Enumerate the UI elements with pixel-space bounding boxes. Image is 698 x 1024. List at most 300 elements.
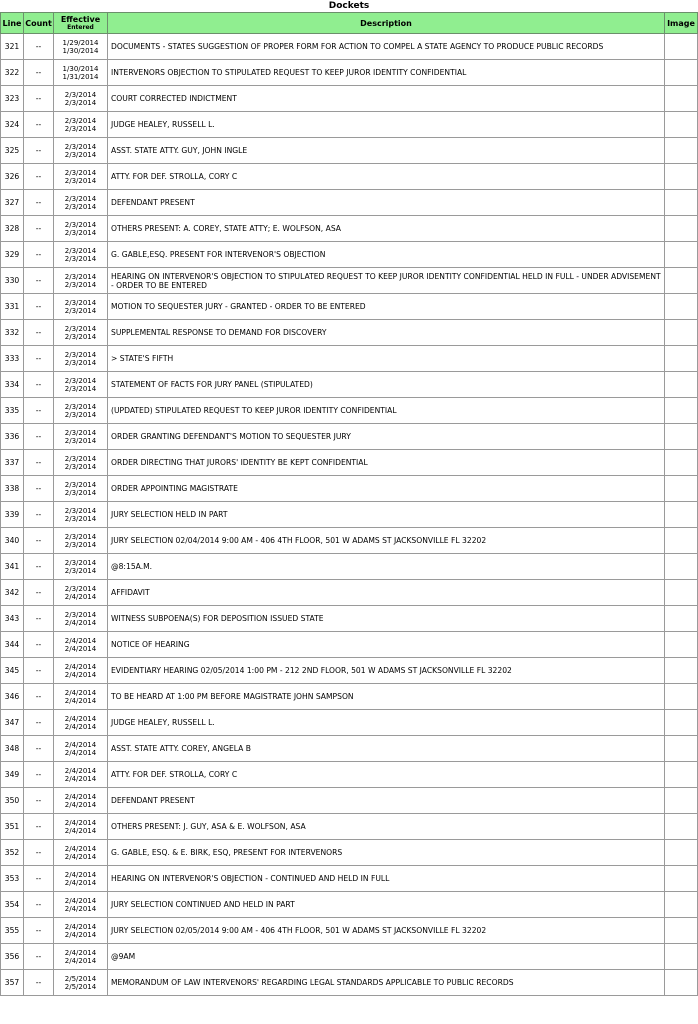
dates-cell	[54, 164, 108, 190]
entered-date: 2/3/2014	[64, 514, 97, 523]
table-row	[1, 684, 698, 710]
description-cell: HEARING ON INTERVENOR'S OBJECTION TO STIPULATED REQUEST TO KEEP JUROR IDENTITY CONFIDENTIAL HELD IN FULL - UNDER ADVISEMENT - ORDER TO BE ENTERED	[108, 268, 665, 294]
entered-date: 2/4/2014	[64, 722, 97, 731]
count-cell: --	[24, 710, 54, 736]
effective-date: 2/4/2014	[64, 714, 97, 723]
effective-date: 2/3/2014	[64, 116, 97, 125]
header-description: Description	[108, 13, 665, 34]
dates-cell	[54, 814, 108, 840]
description-cell: > STATE'S FIFTH	[108, 346, 665, 372]
effective-date: 2/4/2014	[64, 792, 97, 801]
header-line: Line	[1, 13, 24, 34]
dates-cell	[54, 476, 108, 502]
dates-cell	[54, 424, 108, 450]
table-row	[1, 60, 698, 86]
effective-date: 2/3/2014	[64, 194, 97, 203]
line-number: 334	[1, 372, 24, 398]
line-number: 337	[1, 450, 24, 476]
count-cell: --	[24, 346, 54, 372]
line-number: 341	[1, 554, 24, 580]
effective-date: 2/3/2014	[64, 246, 97, 255]
table-row	[1, 528, 698, 554]
line-number: 352	[1, 840, 24, 866]
effective-date: 2/4/2014	[64, 948, 97, 957]
dates-cell	[54, 372, 108, 398]
table-row	[1, 632, 698, 658]
description-cell: EVIDENTIARY HEARING 02/05/2014 1:00 PM - 212 2ND FLOOR, 501 W ADAMS ST JACKSONVILLE FL 32202	[108, 658, 665, 684]
effective-date: 2/3/2014	[64, 532, 97, 541]
count-cell: --	[24, 580, 54, 606]
line-number: 345	[1, 658, 24, 684]
effective-date: 2/5/2014	[64, 974, 97, 983]
dates-cell	[54, 242, 108, 268]
table-row	[1, 762, 698, 788]
count-cell: --	[24, 736, 54, 762]
entered-date: 2/3/2014	[64, 202, 97, 211]
image-cell	[665, 112, 698, 138]
table-row	[1, 398, 698, 424]
dates-cell	[54, 320, 108, 346]
table-row	[1, 372, 698, 398]
effective-date: 2/3/2014	[64, 584, 97, 593]
dates-cell	[54, 294, 108, 320]
description-cell: ORDER APPOINTING MAGISTRATE	[108, 476, 665, 502]
description-cell: G. GABLE,ESQ. PRESENT FOR INTERVENOR'S OBJECTION	[108, 242, 665, 268]
effective-date: 2/3/2014	[64, 90, 97, 99]
description-cell: SUPPLEMENTAL RESPONSE TO DEMAND FOR DISCOVERY	[108, 320, 665, 346]
description-cell: MEMORANDUM OF LAW INTERVENORS' REGARDING LEGAL STANDARDS APPLICABLE TO PUBLIC RECORDS	[108, 970, 665, 996]
description-cell: OTHERS PRESENT: A. COREY, STATE ATTY; E. WOLFSON, ASA	[108, 216, 665, 242]
count-cell: --	[24, 502, 54, 528]
description-cell: WITNESS SUBPOENA(S) FOR DEPOSITION ISSUED STATE	[108, 606, 665, 632]
description-cell: JURY SELECTION HELD IN PART	[108, 502, 665, 528]
description-cell: @8:15A.M.	[108, 554, 665, 580]
count-cell: --	[24, 944, 54, 970]
line-number: 350	[1, 788, 24, 814]
count-cell: --	[24, 606, 54, 632]
effective-date: 2/3/2014	[64, 402, 97, 411]
image-cell	[665, 554, 698, 580]
line-number: 356	[1, 944, 24, 970]
image-cell	[665, 138, 698, 164]
effective-date: 2/3/2014	[64, 610, 97, 619]
dates-cell	[54, 268, 108, 294]
table-row	[1, 268, 698, 294]
image-cell	[665, 710, 698, 736]
dates-cell	[54, 190, 108, 216]
table-row	[1, 944, 698, 970]
line-number: 353	[1, 866, 24, 892]
table-row	[1, 788, 698, 814]
image-cell	[665, 86, 698, 112]
dates-cell	[54, 60, 108, 86]
effective-date: 2/3/2014	[64, 350, 97, 359]
count-cell: --	[24, 892, 54, 918]
line-number: 357	[1, 970, 24, 996]
line-number: 323	[1, 86, 24, 112]
count-cell: --	[24, 190, 54, 216]
dates-cell	[54, 944, 108, 970]
table-row	[1, 320, 698, 346]
table-row	[1, 918, 698, 944]
line-number: 351	[1, 814, 24, 840]
count-cell: --	[24, 918, 54, 944]
image-cell	[665, 372, 698, 398]
count-cell: --	[24, 112, 54, 138]
count-cell: --	[24, 554, 54, 580]
effective-date: 2/3/2014	[64, 558, 97, 567]
table-row	[1, 294, 698, 320]
effective-date: 2/4/2014	[64, 844, 97, 853]
count-cell: --	[24, 268, 54, 294]
line-number: 342	[1, 580, 24, 606]
line-number: 344	[1, 632, 24, 658]
dates-cell	[54, 554, 108, 580]
count-cell: --	[24, 372, 54, 398]
effective-date: 2/4/2014	[64, 870, 97, 879]
entered-date: 2/4/2014	[64, 800, 97, 809]
entered-date: 1/30/2014	[62, 46, 99, 55]
image-cell	[665, 424, 698, 450]
effective-date: 2/3/2014	[64, 272, 97, 281]
line-number: 347	[1, 710, 24, 736]
image-cell	[665, 632, 698, 658]
entered-date: 2/4/2014	[64, 826, 97, 835]
entered-date: 2/3/2014	[64, 488, 97, 497]
header-row	[1, 13, 698, 34]
dates-cell	[54, 112, 108, 138]
dates-cell	[54, 684, 108, 710]
table-row	[1, 970, 698, 996]
effective-date: 2/4/2014	[64, 766, 97, 775]
image-cell	[665, 970, 698, 996]
description-cell: COURT CORRECTED INDICTMENT	[108, 86, 665, 112]
count-cell: --	[24, 34, 54, 60]
description-cell: G. GABLE, ESQ. & E. BIRK, ESQ, PRESENT FOR INTERVENORS	[108, 840, 665, 866]
image-cell	[665, 892, 698, 918]
dates-cell	[54, 892, 108, 918]
description-cell: ORDER GRANTING DEFENDANT'S MOTION TO SEQUESTER JURY	[108, 424, 665, 450]
entered-date: 2/3/2014	[64, 358, 97, 367]
description-cell: ORDER DIRECTING THAT JURORS' IDENTITY BE KEPT CONFIDENTIAL	[108, 450, 665, 476]
entered-date: 2/3/2014	[64, 98, 97, 107]
table-row	[1, 190, 698, 216]
count-cell: --	[24, 450, 54, 476]
line-number: 349	[1, 762, 24, 788]
table-row	[1, 866, 698, 892]
count-cell: --	[24, 294, 54, 320]
dates-cell	[54, 866, 108, 892]
table-row	[1, 346, 698, 372]
header-image: Image	[665, 13, 698, 34]
description-cell: JUDGE HEALEY, RUSSELL L.	[108, 112, 665, 138]
image-cell	[665, 502, 698, 528]
description-cell: JURY SELECTION 02/05/2014 9:00 AM - 406 4TH FLOOR, 501 W ADAMS ST JACKSONVILLE FL 32202	[108, 918, 665, 944]
description-cell: MOTION TO SEQUESTER JURY - GRANTED - ORDER TO BE ENTERED	[108, 294, 665, 320]
count-cell: --	[24, 86, 54, 112]
line-number: 340	[1, 528, 24, 554]
header-count: Count	[24, 13, 54, 34]
table-row	[1, 164, 698, 190]
image-cell	[665, 164, 698, 190]
description-cell: INTERVENORS OBJECTION TO STIPULATED REQUEST TO KEEP JUROR IDENTITY CONFIDENTIAL	[108, 60, 665, 86]
count-cell: --	[24, 788, 54, 814]
image-cell	[665, 190, 698, 216]
entered-date: 2/3/2014	[64, 150, 97, 159]
line-number: 343	[1, 606, 24, 632]
table-row	[1, 242, 698, 268]
image-cell	[665, 320, 698, 346]
count-cell: --	[24, 398, 54, 424]
entered-date: 2/3/2014	[64, 410, 97, 419]
line-number: 339	[1, 502, 24, 528]
image-cell	[665, 268, 698, 294]
dates-cell	[54, 398, 108, 424]
effective-date: 1/29/2014	[62, 38, 99, 47]
description-cell: @9AM	[108, 944, 665, 970]
dates-cell	[54, 658, 108, 684]
line-number: 338	[1, 476, 24, 502]
entered-date: 2/4/2014	[64, 930, 97, 939]
image-cell	[665, 294, 698, 320]
dates-cell	[54, 710, 108, 736]
description-cell: JURY SELECTION 02/04/2014 9:00 AM - 406 4TH FLOOR, 501 W ADAMS ST JACKSONVILLE FL 32202	[108, 528, 665, 554]
description-cell: HEARING ON INTERVENOR'S OBJECTION - CONTINUED AND HELD IN FULL	[108, 866, 665, 892]
line-number: 336	[1, 424, 24, 450]
description-cell: ATTY. FOR DEF. STROLLA, CORY C	[108, 762, 665, 788]
docket-rows	[1, 34, 698, 996]
description-cell: JURY SELECTION CONTINUED AND HELD IN PART	[108, 892, 665, 918]
header-effective-entered	[54, 13, 108, 34]
line-number: 354	[1, 892, 24, 918]
dates-cell	[54, 970, 108, 996]
description-cell: JUDGE HEALEY, RUSSELL L.	[108, 710, 665, 736]
image-cell	[665, 242, 698, 268]
effective-date: 2/3/2014	[64, 428, 97, 437]
header-effective: Effective	[60, 15, 101, 24]
line-number: 346	[1, 684, 24, 710]
dates-cell	[54, 528, 108, 554]
dates-cell	[54, 918, 108, 944]
effective-date: 2/4/2014	[64, 688, 97, 697]
line-number: 325	[1, 138, 24, 164]
table-row	[1, 424, 698, 450]
entered-date: 2/3/2014	[64, 228, 97, 237]
table-row	[1, 606, 698, 632]
table-row	[1, 554, 698, 580]
count-cell: --	[24, 320, 54, 346]
count-cell: --	[24, 658, 54, 684]
table-row	[1, 450, 698, 476]
entered-date: 2/3/2014	[64, 332, 97, 341]
dates-cell	[54, 34, 108, 60]
entered-date: 2/4/2014	[64, 644, 97, 653]
count-cell: --	[24, 840, 54, 866]
entered-date: 2/4/2014	[64, 878, 97, 887]
dates-cell	[54, 762, 108, 788]
entered-date: 1/31/2014	[62, 72, 99, 81]
effective-date: 2/4/2014	[64, 818, 97, 827]
line-number: 328	[1, 216, 24, 242]
effective-date: 2/3/2014	[64, 220, 97, 229]
line-number: 326	[1, 164, 24, 190]
count-cell: --	[24, 970, 54, 996]
table-row	[1, 476, 698, 502]
dates-cell	[54, 86, 108, 112]
entered-date: 2/4/2014	[64, 670, 97, 679]
description-cell: NOTICE OF HEARING	[108, 632, 665, 658]
effective-date: 2/3/2014	[64, 480, 97, 489]
entered-date: 2/3/2014	[64, 254, 97, 263]
dates-cell	[54, 788, 108, 814]
table-row	[1, 710, 698, 736]
dates-cell	[54, 606, 108, 632]
effective-date: 2/3/2014	[64, 168, 97, 177]
effective-date: 2/4/2014	[64, 740, 97, 749]
dates-cell	[54, 216, 108, 242]
image-cell	[665, 788, 698, 814]
entered-date: 2/3/2014	[64, 566, 97, 575]
description-cell: ATTY. FOR DEF. STROLLA, CORY C	[108, 164, 665, 190]
image-cell	[665, 476, 698, 502]
image-cell	[665, 580, 698, 606]
count-cell: --	[24, 632, 54, 658]
description-cell: ASST. STATE ATTY. COREY, ANGELA B	[108, 736, 665, 762]
table-row	[1, 840, 698, 866]
entered-date: 2/3/2014	[64, 540, 97, 549]
entered-date: 2/4/2014	[64, 956, 97, 965]
table-row	[1, 34, 698, 60]
table-row	[1, 86, 698, 112]
count-cell: --	[24, 866, 54, 892]
image-cell	[665, 606, 698, 632]
count-cell: --	[24, 138, 54, 164]
line-number: 333	[1, 346, 24, 372]
entered-date: 2/4/2014	[64, 852, 97, 861]
effective-date: 2/3/2014	[64, 298, 97, 307]
entered-date: 2/3/2014	[64, 462, 97, 471]
image-cell	[665, 60, 698, 86]
count-cell: --	[24, 762, 54, 788]
dates-cell	[54, 632, 108, 658]
entered-date: 2/4/2014	[64, 696, 97, 705]
image-cell	[665, 814, 698, 840]
line-number: 332	[1, 320, 24, 346]
dates-cell	[54, 580, 108, 606]
effective-date: 2/4/2014	[64, 636, 97, 645]
effective-date: 2/3/2014	[64, 506, 97, 515]
count-cell: --	[24, 476, 54, 502]
entered-date: 2/4/2014	[64, 748, 97, 757]
description-cell: OTHERS PRESENT: J. GUY, ASA & E. WOLFSON, ASA	[108, 814, 665, 840]
description-cell: (UPDATED) STIPULATED REQUEST TO KEEP JUROR IDENTITY CONFIDENTIAL	[108, 398, 665, 424]
line-number: 335	[1, 398, 24, 424]
entered-date: 2/3/2014	[64, 124, 97, 133]
entered-date: 2/3/2014	[64, 306, 97, 315]
effective-date: 2/3/2014	[64, 376, 97, 385]
table-row	[1, 814, 698, 840]
effective-date: 2/3/2014	[64, 454, 97, 463]
effective-date: 2/4/2014	[64, 922, 97, 931]
header-entered: Entered	[67, 24, 94, 31]
image-cell	[665, 528, 698, 554]
description-cell: AFFIDAVIT	[108, 580, 665, 606]
image-cell	[665, 840, 698, 866]
line-number: 322	[1, 60, 24, 86]
dates-cell	[54, 346, 108, 372]
count-cell: --	[24, 60, 54, 86]
image-cell	[665, 346, 698, 372]
table-row	[1, 138, 698, 164]
count-cell: --	[24, 814, 54, 840]
count-cell: --	[24, 242, 54, 268]
dates-cell	[54, 502, 108, 528]
table-row	[1, 736, 698, 762]
count-cell: --	[24, 424, 54, 450]
line-number: 327	[1, 190, 24, 216]
table-row	[1, 502, 698, 528]
image-cell	[665, 684, 698, 710]
dates-cell	[54, 736, 108, 762]
dates-cell	[54, 138, 108, 164]
effective-date: 2/3/2014	[64, 142, 97, 151]
image-cell	[665, 918, 698, 944]
line-number: 321	[1, 34, 24, 60]
effective-date: 2/3/2014	[64, 324, 97, 333]
image-cell	[665, 866, 698, 892]
effective-date: 2/4/2014	[64, 662, 97, 671]
dockets-title: Dockets	[328, 1, 370, 11]
count-cell: --	[24, 164, 54, 190]
entered-date: 2/3/2014	[64, 176, 97, 185]
image-cell	[665, 450, 698, 476]
count-cell: --	[24, 684, 54, 710]
line-number: 331	[1, 294, 24, 320]
description-cell: ASST. STATE ATTY. GUY, JOHN INGLE	[108, 138, 665, 164]
table-row	[1, 658, 698, 684]
count-cell: --	[24, 528, 54, 554]
entered-date: 2/5/2014	[64, 982, 97, 991]
entered-date: 2/3/2014	[64, 384, 97, 393]
table-row	[1, 112, 698, 138]
description-cell: STATEMENT OF FACTS FOR JURY PANEL (STIPULATED)	[108, 372, 665, 398]
description-cell: TO BE HEARD AT 1:00 PM BEFORE MAGISTRATE JOHN SAMPSON	[108, 684, 665, 710]
entered-date: 2/4/2014	[64, 774, 97, 783]
line-number: 355	[1, 918, 24, 944]
table-row	[1, 580, 698, 606]
effective-date: 1/30/2014	[62, 64, 99, 73]
image-cell	[665, 34, 698, 60]
description-cell: DEFENDANT PRESENT	[108, 190, 665, 216]
line-number: 329	[1, 242, 24, 268]
entered-date: 2/4/2014	[64, 592, 97, 601]
image-cell	[665, 216, 698, 242]
table-row	[1, 892, 698, 918]
line-number: 330	[1, 268, 24, 294]
count-cell: --	[24, 216, 54, 242]
line-number: 348	[1, 736, 24, 762]
image-cell	[665, 762, 698, 788]
dates-cell	[54, 840, 108, 866]
entered-date: 2/4/2014	[64, 618, 97, 627]
image-cell	[665, 736, 698, 762]
image-cell	[665, 398, 698, 424]
image-cell	[665, 658, 698, 684]
entered-date: 2/4/2014	[64, 904, 97, 913]
description-cell: DOCUMENTS - STATES SUGGESTION OF PROPER FORM FOR ACTION TO COMPEL A STATE AGENCY TO PRODUCE PUBLIC RECORDS	[108, 34, 665, 60]
description-cell: DEFENDANT PRESENT	[108, 788, 665, 814]
line-number: 324	[1, 112, 24, 138]
